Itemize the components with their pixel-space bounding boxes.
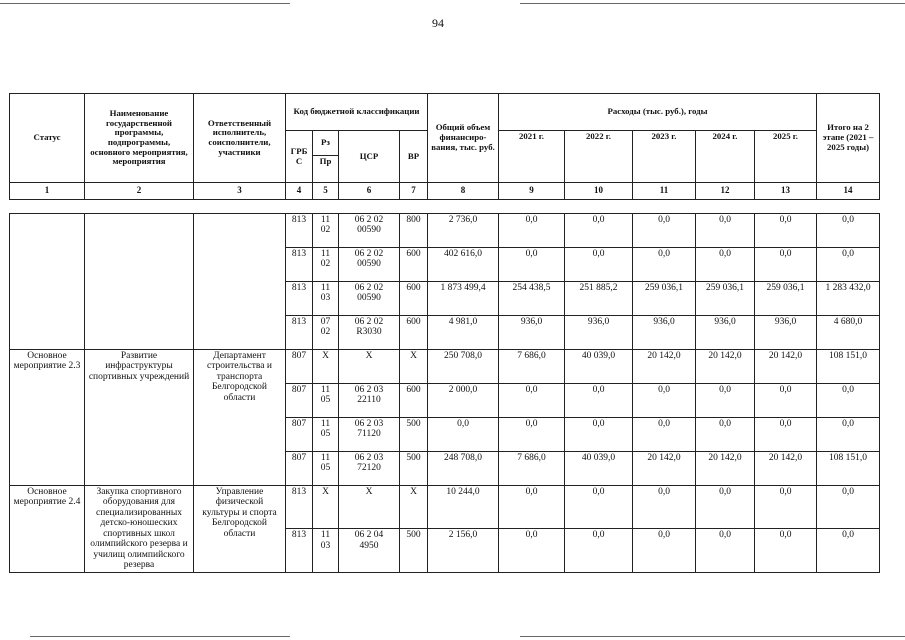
stage-total-cell: 0,0 bbox=[817, 214, 880, 248]
year-2021-cell: 936,0 bbox=[499, 316, 565, 350]
year-2023-cell: 0,0 bbox=[633, 214, 696, 248]
year-2021-cell: 254 438,5 bbox=[499, 282, 565, 316]
header-vr: ВР bbox=[400, 131, 428, 183]
header-grbs: ГРБ С bbox=[286, 131, 313, 183]
stage-total-cell: 0,0 bbox=[817, 384, 880, 418]
header-budget-code: Код бюджетной классификации bbox=[286, 94, 428, 131]
year-2022-cell: 40 039,0 bbox=[565, 452, 633, 486]
vr-cell: 500 bbox=[400, 529, 428, 572]
rz-pr-cell: 11 03 bbox=[313, 529, 339, 572]
name-cell: Закупка спортивного оборудования для специализированных детско-юношеских спортивных школ олимпийского резерва и училищ олимпийского резерва bbox=[85, 486, 194, 573]
header-name: Наименование государственной программы, подпрограммы, основного мероприятия, мероприятия bbox=[85, 94, 194, 183]
csr-cell: 06 2 03 71120 bbox=[339, 418, 400, 452]
column-number-row bbox=[10, 183, 880, 200]
year-2022-cell: 0,0 bbox=[565, 529, 633, 572]
grbs-cell: 813 bbox=[286, 248, 313, 282]
stage-total-cell: 0,0 bbox=[817, 486, 880, 529]
status-cell: Основное мероприятие 2.3 bbox=[10, 350, 85, 486]
year-2022-cell: 936,0 bbox=[565, 316, 633, 350]
grbs-cell: 813 bbox=[286, 316, 313, 350]
total-cell: 250 708,0 bbox=[428, 350, 499, 384]
column-number: 9 bbox=[499, 183, 565, 200]
column-number: 7 bbox=[400, 183, 428, 200]
csr-cell: 06 2 02 00590 bbox=[339, 214, 400, 248]
responsible-cell: Департамент строительства и транспорта Белгородской области bbox=[194, 350, 286, 486]
year-2021-cell: 7 686,0 bbox=[499, 452, 565, 486]
total-cell: 10 244,0 bbox=[428, 486, 499, 529]
header-year-2021: 2021 г. bbox=[499, 131, 565, 183]
stage-total-cell: 0,0 bbox=[817, 418, 880, 452]
year-2023-cell: 0,0 bbox=[633, 418, 696, 452]
rz-pr-cell: 11 02 bbox=[313, 248, 339, 282]
table-row bbox=[10, 350, 880, 384]
year-2023-cell: 0,0 bbox=[633, 486, 696, 529]
csr-cell: Х bbox=[339, 486, 400, 529]
year-2024-cell: 0,0 bbox=[696, 214, 755, 248]
responsible-cell bbox=[194, 214, 286, 350]
column-number: 1 bbox=[10, 183, 85, 200]
total-cell: 2 736,0 bbox=[428, 214, 499, 248]
year-2024-cell: 936,0 bbox=[696, 316, 755, 350]
year-2025-cell: 20 142,0 bbox=[755, 350, 817, 384]
vr-cell: 500 bbox=[400, 452, 428, 486]
budget-table bbox=[9, 93, 880, 573]
table-body bbox=[10, 214, 880, 573]
stage-total-cell: 108 151,0 bbox=[817, 350, 880, 384]
year-2024-cell: 0,0 bbox=[696, 384, 755, 418]
csr-cell: Х bbox=[339, 350, 400, 384]
vr-cell: 600 bbox=[400, 282, 428, 316]
vr-cell: 600 bbox=[400, 384, 428, 418]
total-cell: 402 616,0 bbox=[428, 248, 499, 282]
year-2024-cell: 0,0 bbox=[696, 486, 755, 529]
total-cell: 2 156,0 bbox=[428, 529, 499, 572]
year-2021-cell: 0,0 bbox=[499, 418, 565, 452]
year-2024-cell: 0,0 bbox=[696, 529, 755, 572]
total-cell: 0,0 bbox=[428, 418, 499, 452]
table-row bbox=[10, 214, 880, 248]
total-cell: 4 981,0 bbox=[428, 316, 499, 350]
header-pr: Пр bbox=[313, 156, 339, 183]
status-cell bbox=[10, 214, 85, 350]
grbs-cell: 807 bbox=[286, 418, 313, 452]
stage-total-cell: 108 151,0 bbox=[817, 452, 880, 486]
year-2025-cell: 0,0 bbox=[755, 529, 817, 572]
year-2025-cell: 0,0 bbox=[755, 418, 817, 452]
year-2024-cell: 0,0 bbox=[696, 248, 755, 282]
csr-cell: 06 2 03 22110 bbox=[339, 384, 400, 418]
year-2023-cell: 936,0 bbox=[633, 316, 696, 350]
year-2021-cell: 0,0 bbox=[499, 214, 565, 248]
vr-cell: Х bbox=[400, 486, 428, 529]
year-2025-cell: 936,0 bbox=[755, 316, 817, 350]
csr-cell: 06 2 02 R3030 bbox=[339, 316, 400, 350]
name-cell: Развитие инфраструктуры спортивных учреждений bbox=[85, 350, 194, 486]
header-stage-total: Итого на 2 этапе (2021 – 2025 годы) bbox=[817, 94, 880, 183]
year-2023-cell: 20 142,0 bbox=[633, 350, 696, 384]
year-2021-cell: 0,0 bbox=[499, 529, 565, 572]
rz-pr-cell: Х bbox=[313, 350, 339, 384]
year-2022-cell: 0,0 bbox=[565, 418, 633, 452]
year-2024-cell: 20 142,0 bbox=[696, 452, 755, 486]
stage-total-cell: 4 680,0 bbox=[817, 316, 880, 350]
year-2023-cell: 259 036,1 bbox=[633, 282, 696, 316]
header-rz: Рз bbox=[313, 131, 339, 156]
csr-cell: 06 2 04 4950 bbox=[339, 529, 400, 572]
rz-pr-cell: 11 02 bbox=[313, 214, 339, 248]
total-cell: 248 708,0 bbox=[428, 452, 499, 486]
grbs-cell: 807 bbox=[286, 452, 313, 486]
spacer-row bbox=[10, 200, 880, 214]
year-2025-cell: 0,0 bbox=[755, 486, 817, 529]
year-2022-cell: 251 885,2 bbox=[565, 282, 633, 316]
year-2021-cell: 7 686,0 bbox=[499, 350, 565, 384]
year-2025-cell: 0,0 bbox=[755, 248, 817, 282]
header-expenses: Расходы (тыс. руб.), годы bbox=[499, 94, 817, 131]
year-2025-cell: 0,0 bbox=[755, 214, 817, 248]
column-number: 3 bbox=[194, 183, 286, 200]
rz-pr-cell: 11 05 bbox=[313, 452, 339, 486]
status-cell: Основное мероприятие 2.4 bbox=[10, 486, 85, 573]
column-number: 13 bbox=[755, 183, 817, 200]
header-total: Общий объем финансиро-вания, тыс. руб. bbox=[428, 94, 499, 183]
year-2022-cell: 40 039,0 bbox=[565, 350, 633, 384]
year-2023-cell: 0,0 bbox=[633, 384, 696, 418]
top-scan-line-right bbox=[520, 3, 905, 4]
column-number: 6 bbox=[339, 183, 400, 200]
stage-total-cell: 1 283 432,0 bbox=[817, 282, 880, 316]
page-number: 94 bbox=[432, 16, 444, 30]
top-scan-line-left bbox=[0, 3, 290, 4]
vr-cell: 800 bbox=[400, 214, 428, 248]
vr-cell: 500 bbox=[400, 418, 428, 452]
csr-cell: 06 2 03 72120 bbox=[339, 452, 400, 486]
year-2025-cell: 20 142,0 bbox=[755, 452, 817, 486]
year-2024-cell: 20 142,0 bbox=[696, 350, 755, 384]
vr-cell: Х bbox=[400, 350, 428, 384]
vr-cell: 600 bbox=[400, 248, 428, 282]
spacer-cell bbox=[10, 200, 880, 214]
table-row bbox=[10, 486, 880, 529]
year-2023-cell: 20 142,0 bbox=[633, 452, 696, 486]
rz-pr-cell: 11 05 bbox=[313, 384, 339, 418]
column-number: 11 bbox=[633, 183, 696, 200]
year-2022-cell: 0,0 bbox=[565, 384, 633, 418]
header-year-2023: 2023 г. bbox=[633, 131, 696, 183]
name-cell bbox=[85, 214, 194, 350]
responsible-cell: Управление физической культуры и спорта Белгородской области bbox=[194, 486, 286, 573]
year-2024-cell: 259 036,1 bbox=[696, 282, 755, 316]
header-status: Статус bbox=[10, 94, 85, 183]
grbs-cell: 813 bbox=[286, 529, 313, 572]
total-cell: 1 873 499,4 bbox=[428, 282, 499, 316]
year-2025-cell: 259 036,1 bbox=[755, 282, 817, 316]
year-2024-cell: 0,0 bbox=[696, 418, 755, 452]
vr-cell: 600 bbox=[400, 316, 428, 350]
header-responsible: Ответственный исполнитель, соисполнители, участники bbox=[194, 94, 286, 183]
bottom-scan-line-left bbox=[30, 636, 290, 637]
header-year-2025: 2025 г. bbox=[755, 131, 817, 183]
year-2021-cell: 0,0 bbox=[499, 248, 565, 282]
year-2023-cell: 0,0 bbox=[633, 529, 696, 572]
year-2021-cell: 0,0 bbox=[499, 486, 565, 529]
header-year-2024: 2024 г. bbox=[696, 131, 755, 183]
bottom-scan-line-right bbox=[520, 636, 905, 637]
header-csr: ЦСР bbox=[339, 131, 400, 183]
stage-total-cell: 0,0 bbox=[817, 529, 880, 572]
grbs-cell: 813 bbox=[286, 282, 313, 316]
rz-pr-cell: 11 03 bbox=[313, 282, 339, 316]
grbs-cell: 813 bbox=[286, 486, 313, 529]
rz-pr-cell: Х bbox=[313, 486, 339, 529]
stage-total-cell: 0,0 bbox=[817, 248, 880, 282]
rz-pr-cell: 07 02 bbox=[313, 316, 339, 350]
grbs-cell: 807 bbox=[286, 350, 313, 384]
column-number: 2 bbox=[85, 183, 194, 200]
year-2021-cell: 0,0 bbox=[499, 384, 565, 418]
year-2023-cell: 0,0 bbox=[633, 248, 696, 282]
total-cell: 2 000,0 bbox=[428, 384, 499, 418]
column-number: 10 bbox=[565, 183, 633, 200]
column-number: 8 bbox=[428, 183, 499, 200]
column-number: 12 bbox=[696, 183, 755, 200]
year-2022-cell: 0,0 bbox=[565, 214, 633, 248]
column-number: 5 bbox=[313, 183, 339, 200]
csr-cell: 06 2 02 00590 bbox=[339, 282, 400, 316]
grbs-cell: 813 bbox=[286, 214, 313, 248]
rz-pr-cell: 11 05 bbox=[313, 418, 339, 452]
year-2022-cell: 0,0 bbox=[565, 248, 633, 282]
year-2022-cell: 0,0 bbox=[565, 486, 633, 529]
grbs-cell: 807 bbox=[286, 384, 313, 418]
header-row bbox=[10, 94, 880, 131]
header-year-2022: 2022 г. bbox=[565, 131, 633, 183]
column-number: 14 bbox=[817, 183, 880, 200]
year-2025-cell: 0,0 bbox=[755, 384, 817, 418]
column-number: 4 bbox=[286, 183, 313, 200]
csr-cell: 06 2 02 00590 bbox=[339, 248, 400, 282]
